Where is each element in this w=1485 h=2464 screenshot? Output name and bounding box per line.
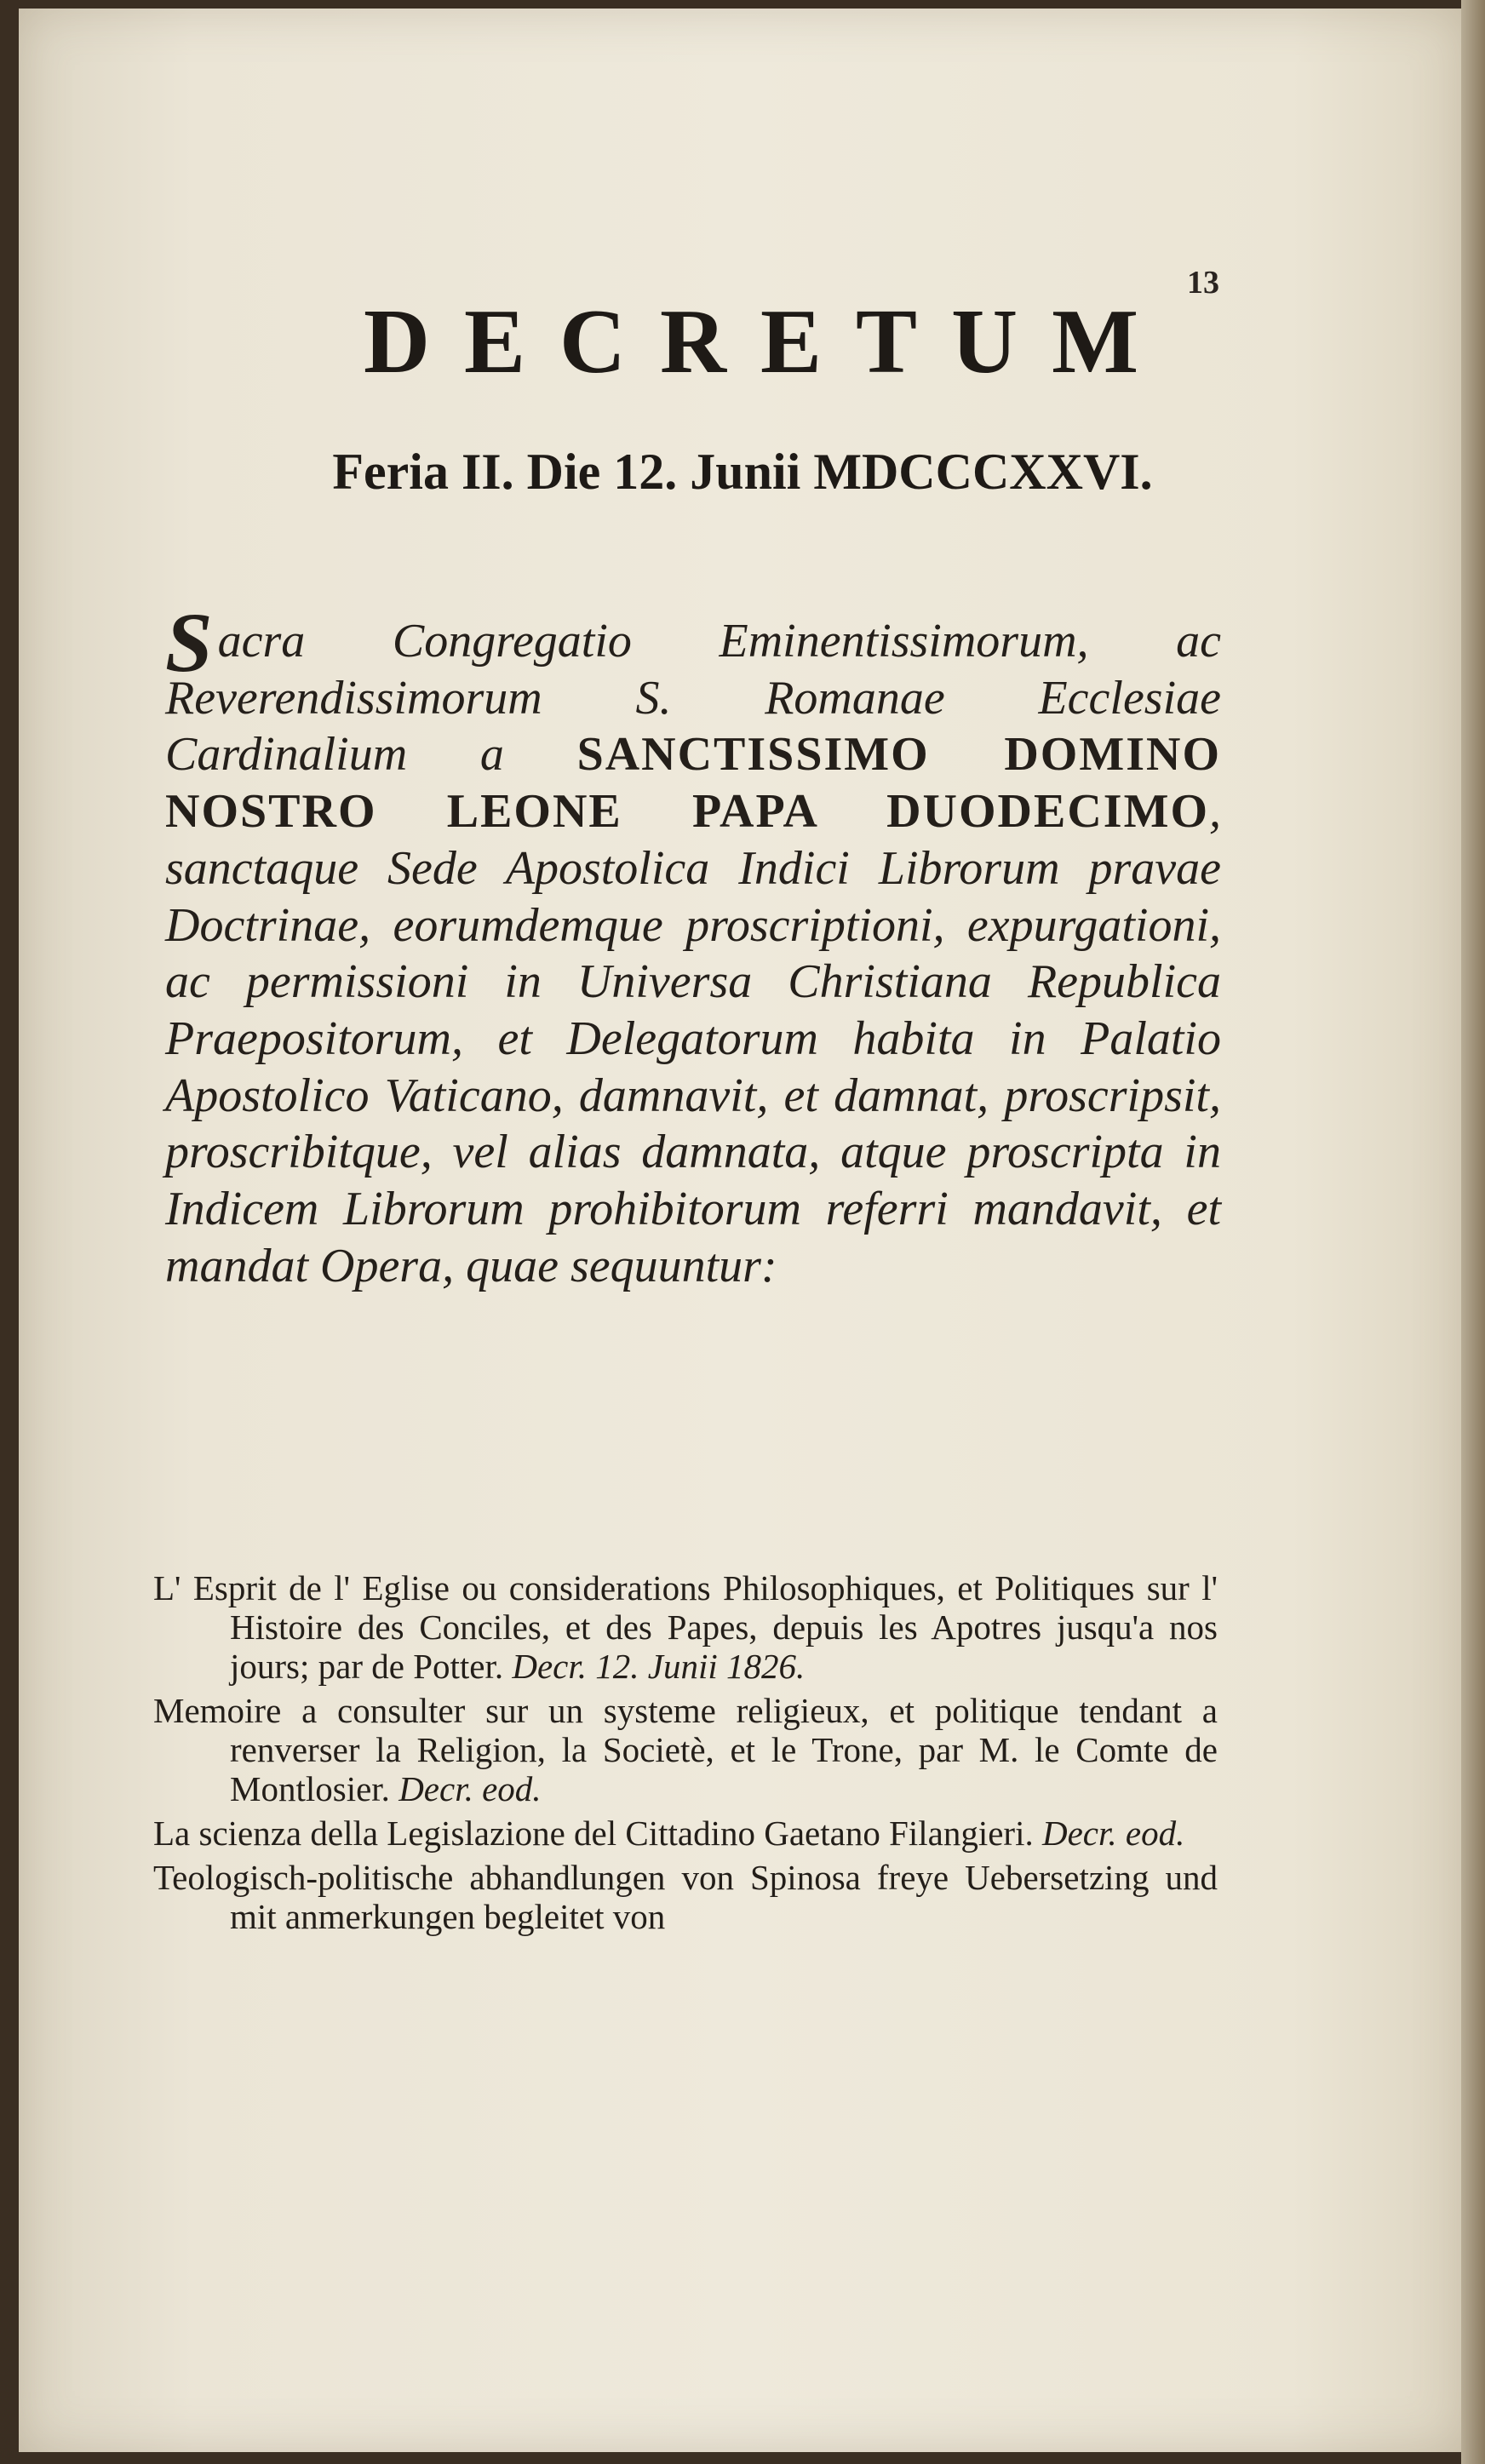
list-item xyxy=(153,1691,1218,1808)
work-title: Memoire a consulter sur un systeme religieux, et politique tendant a renverser la Religion, la Societè, et le Trone, par M. le Comte de Montlosier. xyxy=(153,1691,1218,1808)
work-decree: Decr. 12. Junii 1826. xyxy=(512,1647,806,1686)
decree-pope-name: SANCTISSIMO DOMINO NOSTRO LEONE PAPA DUODECIMO xyxy=(165,728,1222,839)
page-number: 13 xyxy=(1187,265,1219,301)
list-item xyxy=(153,1858,1218,1936)
drop-cap: S xyxy=(165,595,213,690)
work-decree: Decr. eod. xyxy=(1041,1814,1185,1853)
prohibited-works-list xyxy=(153,1568,1218,1941)
work-title: Teologisch-politische abhandlungen von Spinosa freye Uebersetzing und mit anmerkungen begleitet von xyxy=(153,1858,1218,1936)
page-title: DECRETUM xyxy=(363,291,1173,393)
decree-text-part1: acra Congregatio Eminentissimorum, ac Reverendissimorum S. Romanae Ecclesiae Cardinalium a xyxy=(165,615,1221,782)
list-item xyxy=(153,1568,1218,1686)
decree-paragraph xyxy=(165,595,1222,1294)
decree-date: Feria II. Die 12. Junii MDCCCXXVI. xyxy=(332,444,1153,500)
work-title: La scienza della Legislazione del Cittadino Gaetano Filangieri. xyxy=(153,1814,1042,1853)
list-item xyxy=(153,1814,1218,1853)
work-title: L' Esprit de l' Eglise ou considerations Philosophiques, et Politiques sur l' Histoire des Conciles, et des Papes, depuis les Apotres jusqu'a nos jours; par de Potter. xyxy=(153,1568,1218,1686)
page-edge xyxy=(1461,0,1485,2464)
book-page xyxy=(19,9,1466,2452)
work-decree: Decr. eod. xyxy=(398,1769,542,1808)
decree-text-part2: , sanctaque Sede Apostolica Indici Librorum pravae Doctrinae, eorumdemque proscriptioni, expurgationi, ac permissioni in Universa Christiana Republica Praepositorum, et Delegatorum habita in Palatio Apostolico Vaticano, damnavit, et damnat, proscripsit, proscribitque, vel alias damnata, atque proscripta in Indicem Librorum prohibitorum referri mandavit, et mandat Opera, quae sequuntur: xyxy=(165,785,1221,1292)
